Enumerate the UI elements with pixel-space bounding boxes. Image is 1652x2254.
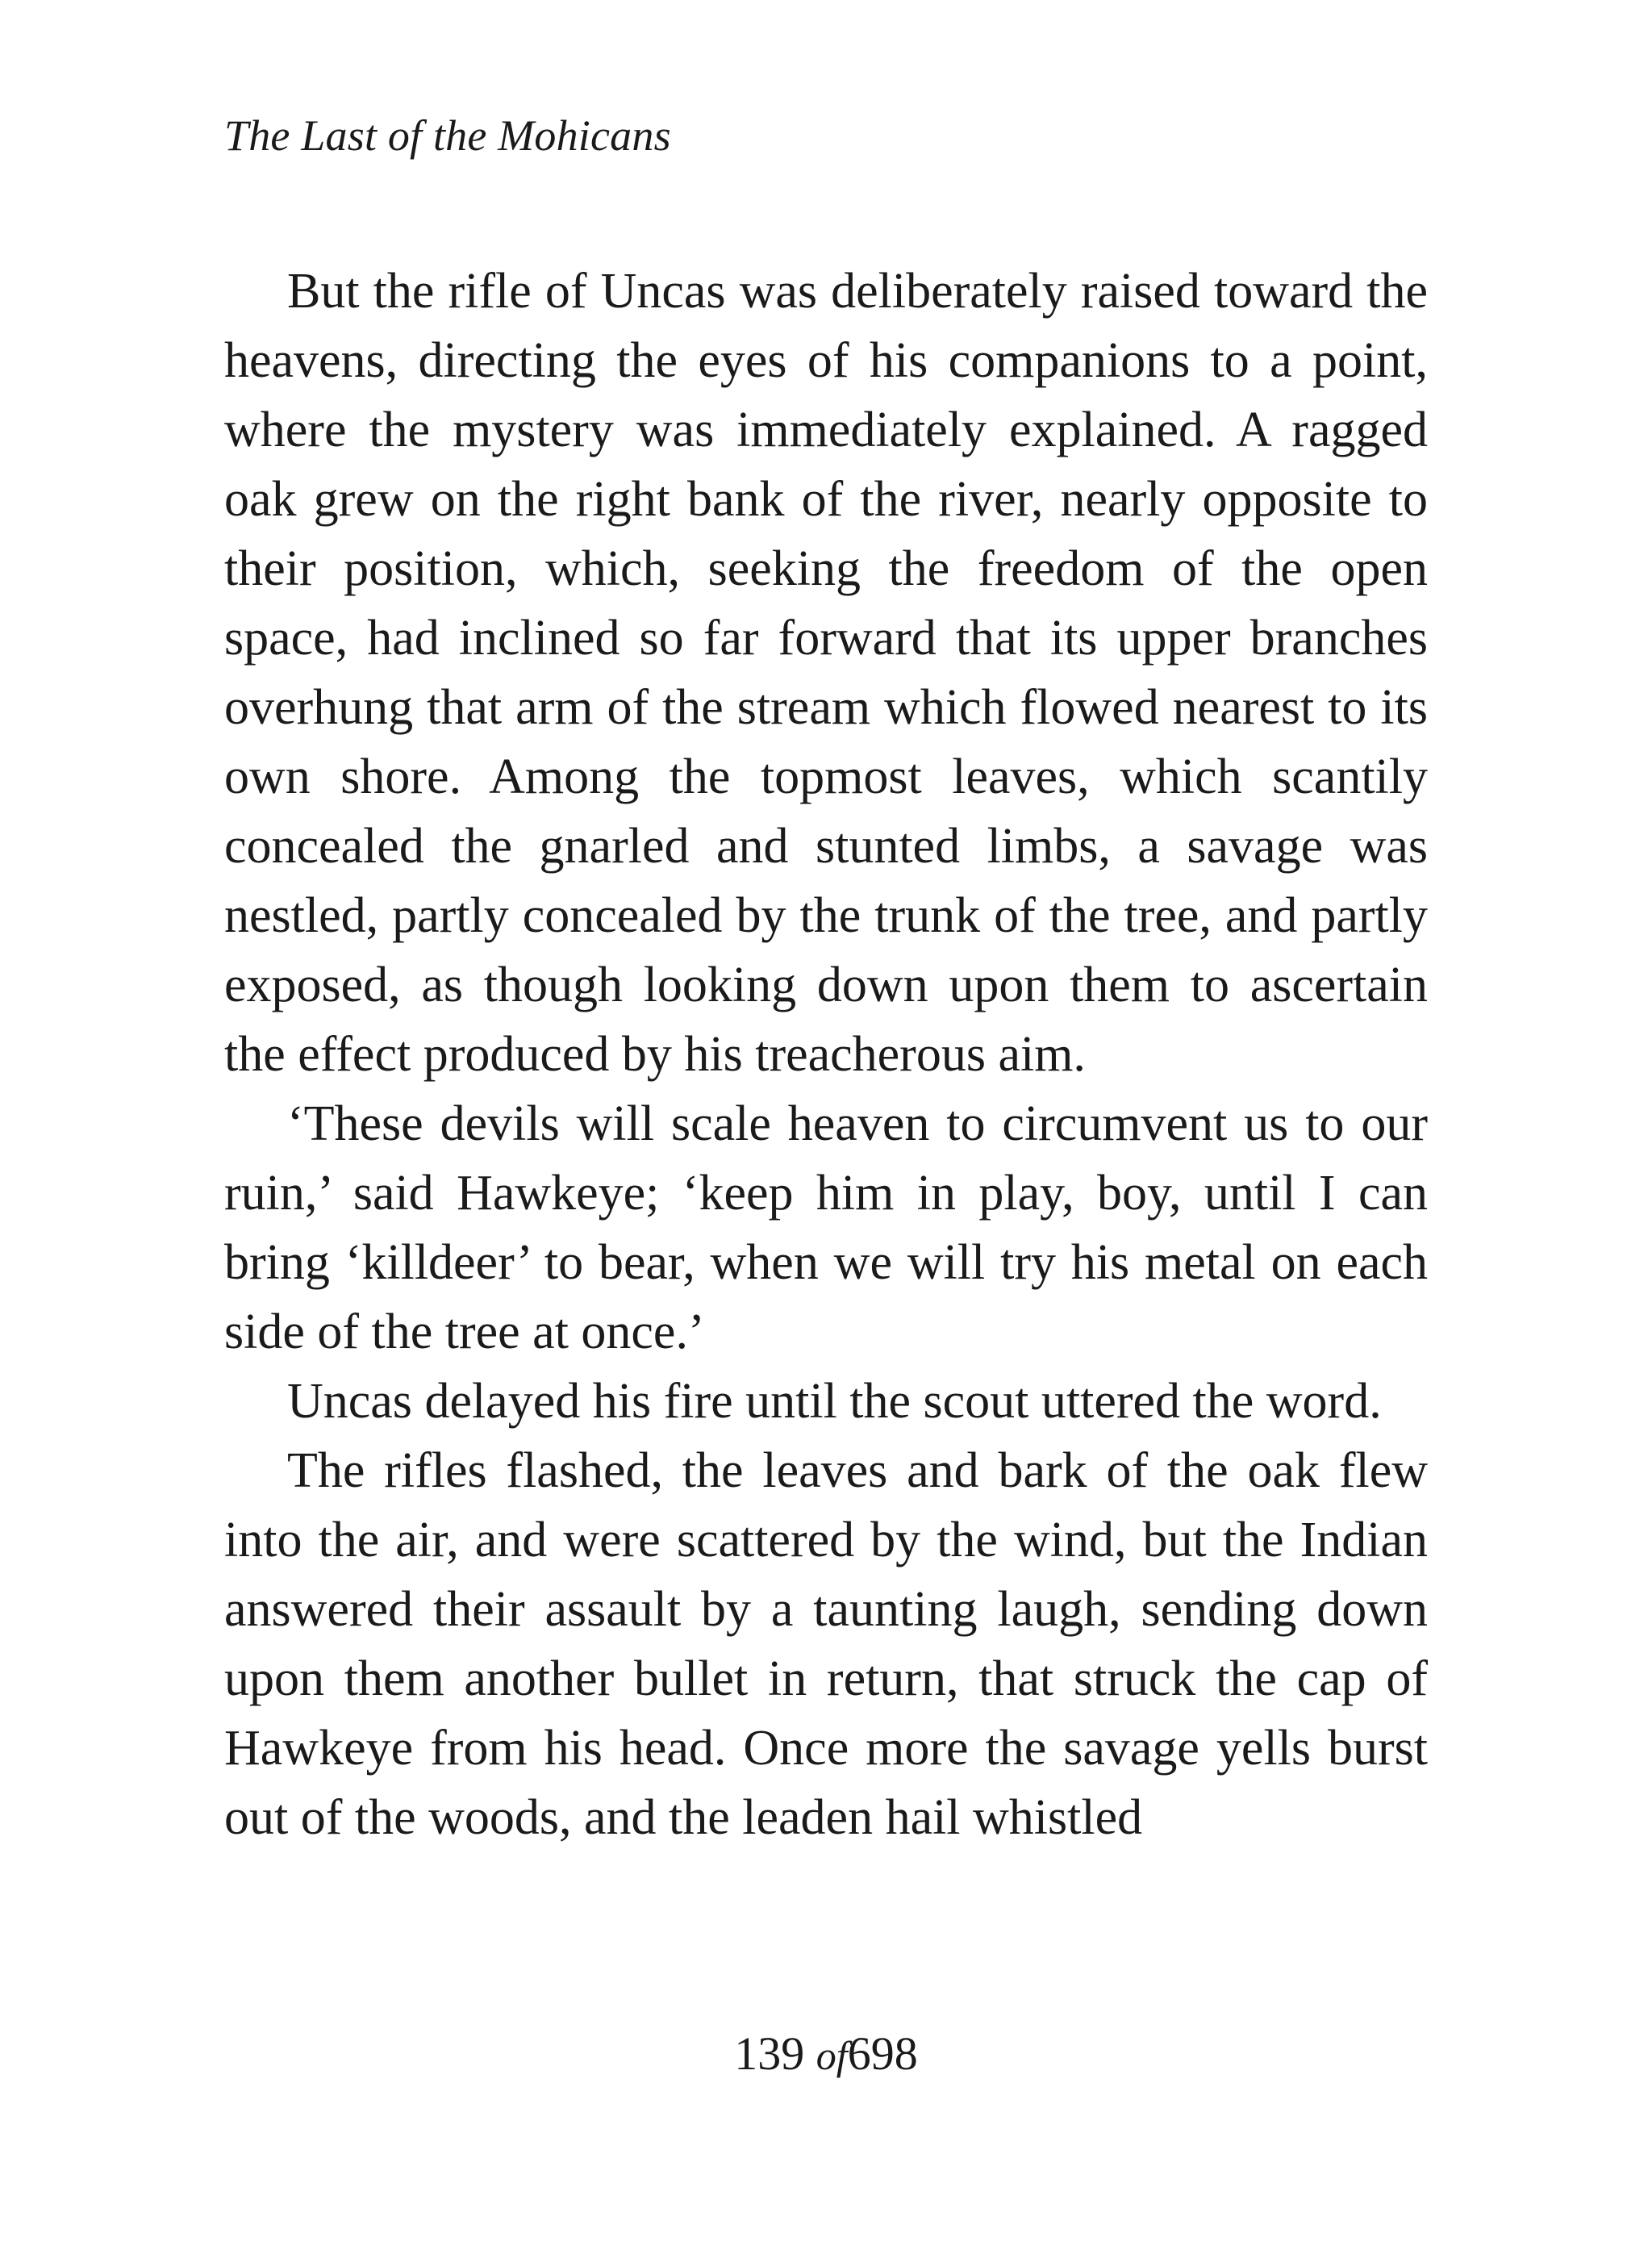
paragraph: Uncas delayed his fire until the scout uttered the word. (287, 1374, 1382, 1429)
page-separator: of (816, 2033, 848, 2078)
running-title: The Last of the Mohicans (224, 111, 671, 160)
current-page: 139 (734, 2027, 805, 2080)
total-pages: 698 (847, 2027, 918, 2080)
paragraph: The rifles flashed, the leaves and bark of the oak flew into the air, and were scattered by the wind, but the Indian answered their assault by a taunting laugh, sending down upon them another bullet in return, that struck the cap of Hawkeye from his head. Once more the savage yells burst out of the woods, and the leaden hail whistled (224, 1443, 1428, 1845)
paragraph: ‘These devils will scale heaven to circumvent us to our ruin,’ said Hawkeye; ‘keep him in play, boy, until I can bring ‘killdeer’ to bear, when we will try his metal on each side of the tree at once.’ (224, 1096, 1428, 1359)
page-number (0, 2022, 1652, 2088)
paragraph: But the rifle of Uncas was deliberately raised toward the heavens, directing the eyes of his companions to a point, where the mystery was immediately explained. A ragged oak grew on the right bank of the river, nearly opposite to their position, which, seeking the freedom of the open space, had inclined so far forward that its upper branches overhung that arm of the stream which flowed nearest to its own shore. Among the topmost leaves, which scantily concealed the gnarled and stunted limbs, a savage was nestled, partly concealed by the trunk of the tree, and partly exposed, as though looking down upon them to ascertain the effect produced by his treacherous aim. (224, 264, 1428, 1082)
body-text (224, 257, 1428, 1852)
